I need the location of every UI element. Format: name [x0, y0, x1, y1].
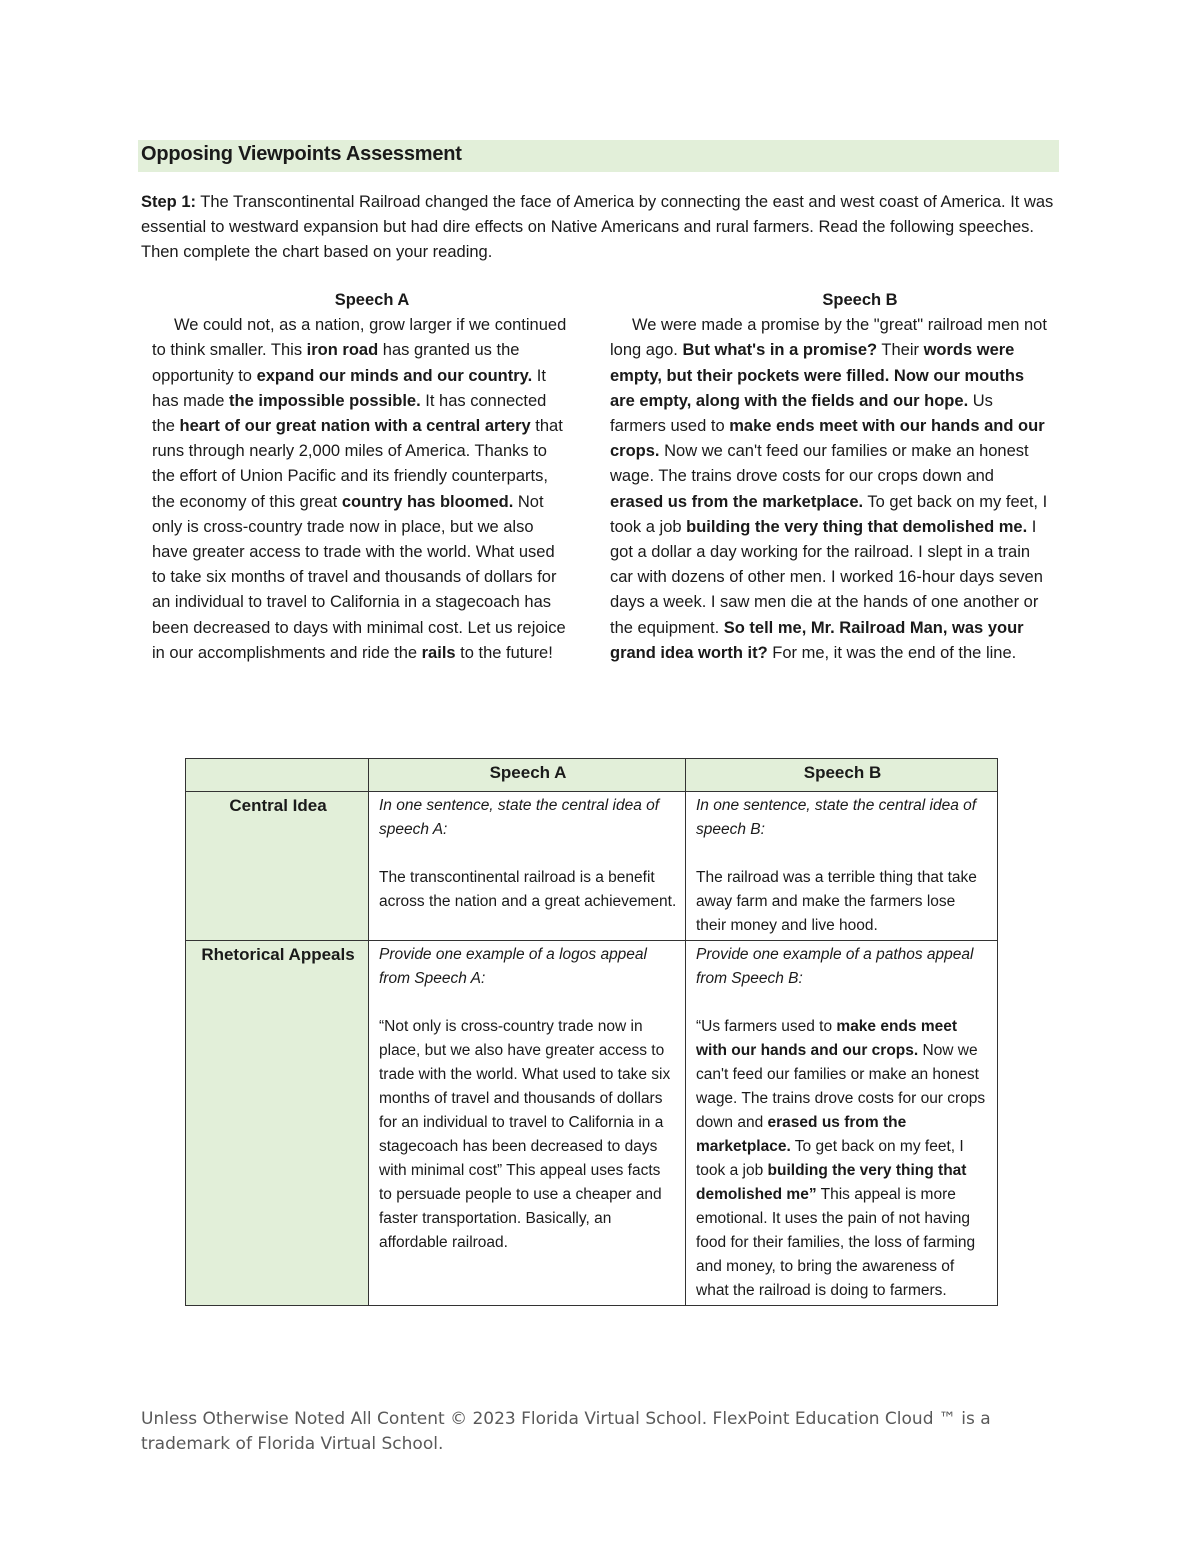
- text-segment: Their: [877, 341, 924, 360]
- row-label-central-idea: Central Idea: [186, 792, 369, 941]
- appeal-b-prompt: Provide one example of a pathos appeal from Speech B:: [696, 946, 974, 987]
- step-text: The Transcontinental Railroad changed the face of America by connecting the east and west coast of America. It was essential to westward expansion but had dire effects on Native Americans and rural farmers. Read the following speeches. Then complete the chart based on your reading.: [141, 193, 1054, 261]
- appeal-b-answer: [696, 1015, 989, 1303]
- chart-header-row: [186, 759, 998, 792]
- speech-b-body: [610, 313, 1050, 666]
- text-segment: To get back on my feet, I took a job: [610, 492, 1048, 536]
- text-segment: iron road: [306, 341, 379, 360]
- chart-corner-cell: [186, 759, 369, 792]
- central-idea-speech-b-cell: [686, 792, 998, 941]
- text-segment: erased us from the marketplace.: [610, 492, 864, 511]
- chart-header-speech-a: Speech A: [369, 759, 686, 792]
- text-segment: Us farmers used to: [610, 391, 993, 436]
- speech-b-heading: Speech B: [822, 291, 898, 309]
- text-segment: building the very thing that demolished me.: [686, 517, 1028, 536]
- central-idea-speech-a-cell: [369, 792, 686, 941]
- footer-copyright: Unless Otherwise Noted All Content © 2023 Florida Virtual School. FlexPoint Education Cloud ™ is a trademark of Florida Virtual School.: [141, 1409, 991, 1454]
- text-segment: erased us from the marketplace.: [696, 1114, 907, 1155]
- text-segment: For me, it was the end of the line.: [767, 643, 1017, 662]
- appeal-speech-a-cell: [369, 941, 686, 1306]
- title-bar: [138, 140, 1059, 172]
- text-segment: words were empty, but their pockets were filled. Now our mouths are empty, along with the fields and our hope.: [610, 341, 1025, 410]
- appeal-speech-b-cell: [686, 941, 998, 1306]
- comparison-chart: [185, 758, 998, 1306]
- text-segment: make ends meet with our hands and our crops.: [696, 1018, 958, 1059]
- text-segment: It has connected the: [152, 391, 547, 436]
- row-label-rhetorical-appeals: Rhetorical Appeals: [186, 941, 369, 1306]
- chart-row-central-idea: [186, 792, 998, 941]
- text-segment: that runs through nearly 2,000 miles of America. Thanks to the effort of Union Pacific and its friendly counterparts, the economy of this great: [152, 417, 563, 511]
- speech-b: [610, 288, 1050, 666]
- appeal-a-answer: “Not only is cross-country trade now in place, but we also have greater access to trade with the world. What used to take six months of travel and thousands of dollars for an individual to travel to California in a stagecoach has been decreased to days with minimal cost” This appeal uses facts to persuade people to use a cheaper and faster transportation. Basically, an affordable railroad.: [379, 1018, 671, 1251]
- appeal-a-prompt: Provide one example of a logos appeal from Speech A:: [379, 946, 647, 987]
- text-segment: expand our minds and our country.: [256, 366, 533, 385]
- text-segment: the impossible possible.: [229, 391, 421, 410]
- chart-header-speech-b: Speech B: [686, 759, 998, 792]
- text-segment: make ends meet with our hands and our crops.: [610, 417, 1045, 461]
- text-segment: I got a dollar a day working for the railroad. I slept in a train car with dozens of other men. I worked 16-hour days seven days a week. I saw men die at the hands of one another or the equipment.: [610, 517, 1043, 637]
- speech-a: [152, 288, 572, 666]
- step-label: Step 1:: [141, 193, 197, 211]
- text-segment: to the future!: [455, 643, 553, 662]
- text-segment: Now we can't feed our families or make an honest wage. The trains drove costs for our crops down and: [610, 442, 1029, 486]
- chart-row-rhetorical-appeals: [186, 941, 998, 1306]
- text-segment: We were made a promise by the "great" railroad men not long ago.: [610, 316, 1047, 360]
- text-segment: rails: [421, 643, 456, 662]
- text-segment: It has made: [152, 366, 546, 410]
- text-segment: heart of our great nation with a central artery: [179, 417, 531, 436]
- central-idea-a-answer: The transcontinental railroad is a benefit across the nation and a great achievement.: [379, 869, 677, 910]
- text-segment: Now we can't feed our families or make an honest wage. The trains drove costs for our crops down and: [696, 1042, 986, 1131]
- text-segment: To get back on my feet, I took a job: [696, 1138, 964, 1179]
- text-segment: But what's in a promise?: [682, 341, 878, 360]
- speech-a-body: [152, 313, 572, 666]
- text-segment: So tell me, Mr. Railroad Man, was your grand idea worth it?: [610, 618, 1024, 662]
- step-instructions: [141, 190, 1056, 265]
- text-segment: has granted us the opportunity to: [152, 341, 520, 385]
- text-segment: Not only is cross-country trade now in place, but we also have greater access to trade with the world. What used to take six months of travel and thousands of dollars for an individual to travel to California in a stagecoach has been decreased to days with minimal cost. Let us rejoice in our accomplishments and ride the: [152, 492, 566, 662]
- speech-a-heading: Speech A: [334, 291, 410, 309]
- page-title: Opposing Viewpoints Assessment: [141, 143, 462, 165]
- central-idea-b-prompt: In one sentence, state the central idea of speech B:: [696, 797, 977, 838]
- central-idea-b-answer: The railroad was a terrible thing that take away farm and make the farmers lose their money and live hood.: [696, 869, 977, 934]
- text-segment: “Us farmers used to: [696, 1018, 837, 1035]
- text-segment: building the very thing that demolished me”: [696, 1162, 967, 1203]
- text-segment: country has bloomed.: [341, 492, 514, 511]
- text-segment: We could not, as a nation, grow larger if we continued to think smaller. This: [152, 316, 567, 360]
- text-segment: This appeal is more emotional. It uses the pain of not having food for their families, the loss of farming and money, to bring the awareness of what the railroad is doing to farmers.: [696, 1186, 976, 1299]
- central-idea-a-prompt: In one sentence, state the central idea of speech A:: [379, 797, 660, 838]
